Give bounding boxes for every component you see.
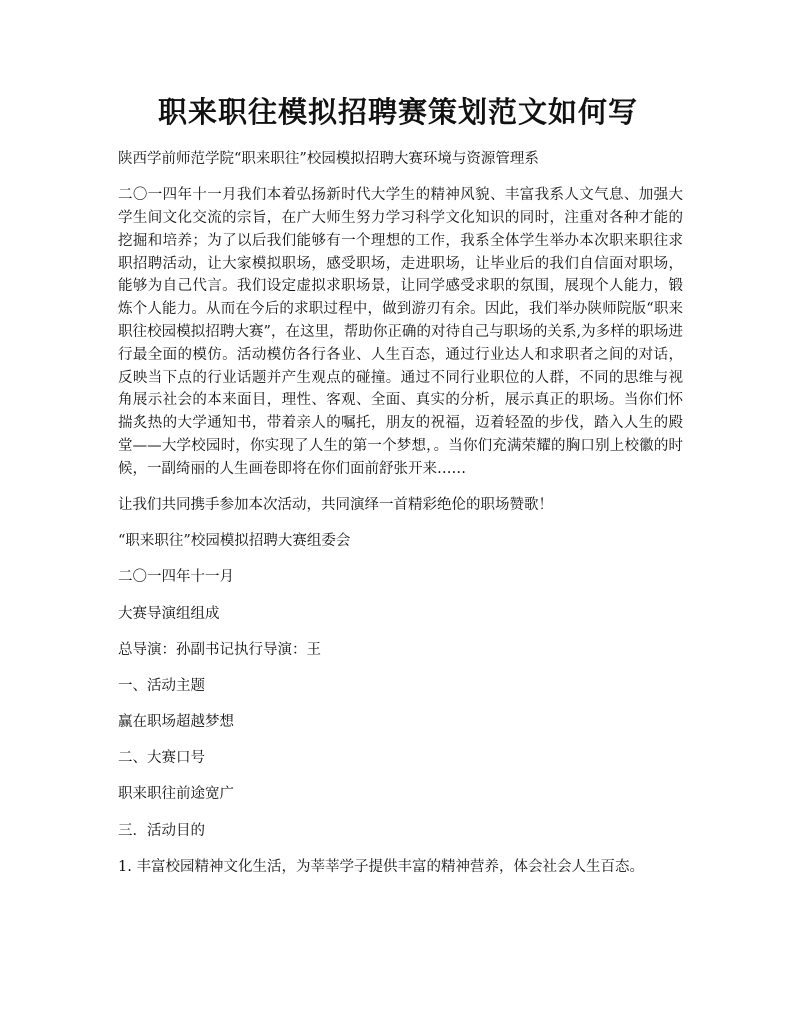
organizer-line: “职来职往”校园模拟招聘大赛组委会 xyxy=(118,533,351,550)
section-heading: 一、活动主题 xyxy=(118,677,205,694)
section-heading: 大赛导演组组成 xyxy=(118,605,220,622)
subtitle-paragraph: 陕西学前师范学院“职来职往”校园模拟招聘大赛环境与资源管理系 xyxy=(118,151,539,167)
slogan-line: 职来职往前途宽广 xyxy=(118,786,234,803)
theme-line: 赢在职场超越梦想 xyxy=(118,714,234,731)
document-title: 职来职往模拟招聘赛策划范文如何写 xyxy=(157,95,638,129)
director-line: 总导演：孙副书记执行导演：王 xyxy=(118,641,321,658)
section-heading: 三．活动目的 xyxy=(118,822,205,839)
purpose-item: 1. 丰富校园精神文化生活，为莘莘学子提供丰富的精神营养，体会社会人生百态。 xyxy=(118,858,644,875)
date-line: 二〇一四年十一月 xyxy=(118,569,234,586)
document-body xyxy=(118,148,683,892)
section-heading: 二、大赛口号 xyxy=(118,750,205,767)
call-to-action-paragraph: 让我们共同携手参加本次活动，共同演绎一首精彩绝伦的职场赞歌！ xyxy=(118,496,553,513)
intro-paragraph: 二〇一四年十一月我们本着弘扬新时代大学生的精神风貌、丰富我系人文气息、加强大学生间文化交流的宗旨，在广大师生努力学习科学文化知识的同时，注重对各种才能的挖掘和培养；为了以后我们能够有一个理想的工作，我系全体学生举办本次职来职往求职招聘活动，让大家模拟职场，感受职场，走进职场，让毕业后的我们自信面对职场，能够为自己代言。我们设定虚拟求职场景，让同学感受求职的氛围，展现个人能力，锻炼个人能力。从而在今后的求职过程中，做到游刃有余。因此，我们举办陕师院版“职来职往校园模拟招聘大赛”，在这里，帮助你正确的对待自己与职场的关系,为多样的职场进行最全面的模仿。活动模仿各行各业、人生百态，通过行业达人和求职者之间的对话，反映当下点的行业话题并产生观点的碰撞。通过不同行业职位的人群，不同的思维与视角展示社会的本来面目，理性、客观、全面、真实的分析，展示真正的职场。当你们怀揣炙热的大学通知书，带着亲人的嘱托，朋友的祝福，迈着轻盈的步伐，踏入人生的殿堂——大学校园时，你实现了人生的第一个梦想，。当你们充满荣耀的胸口别上校徽的时候，一副绮丽的人生画卷即将在你们面前舒张开来…… xyxy=(118,187,683,477)
